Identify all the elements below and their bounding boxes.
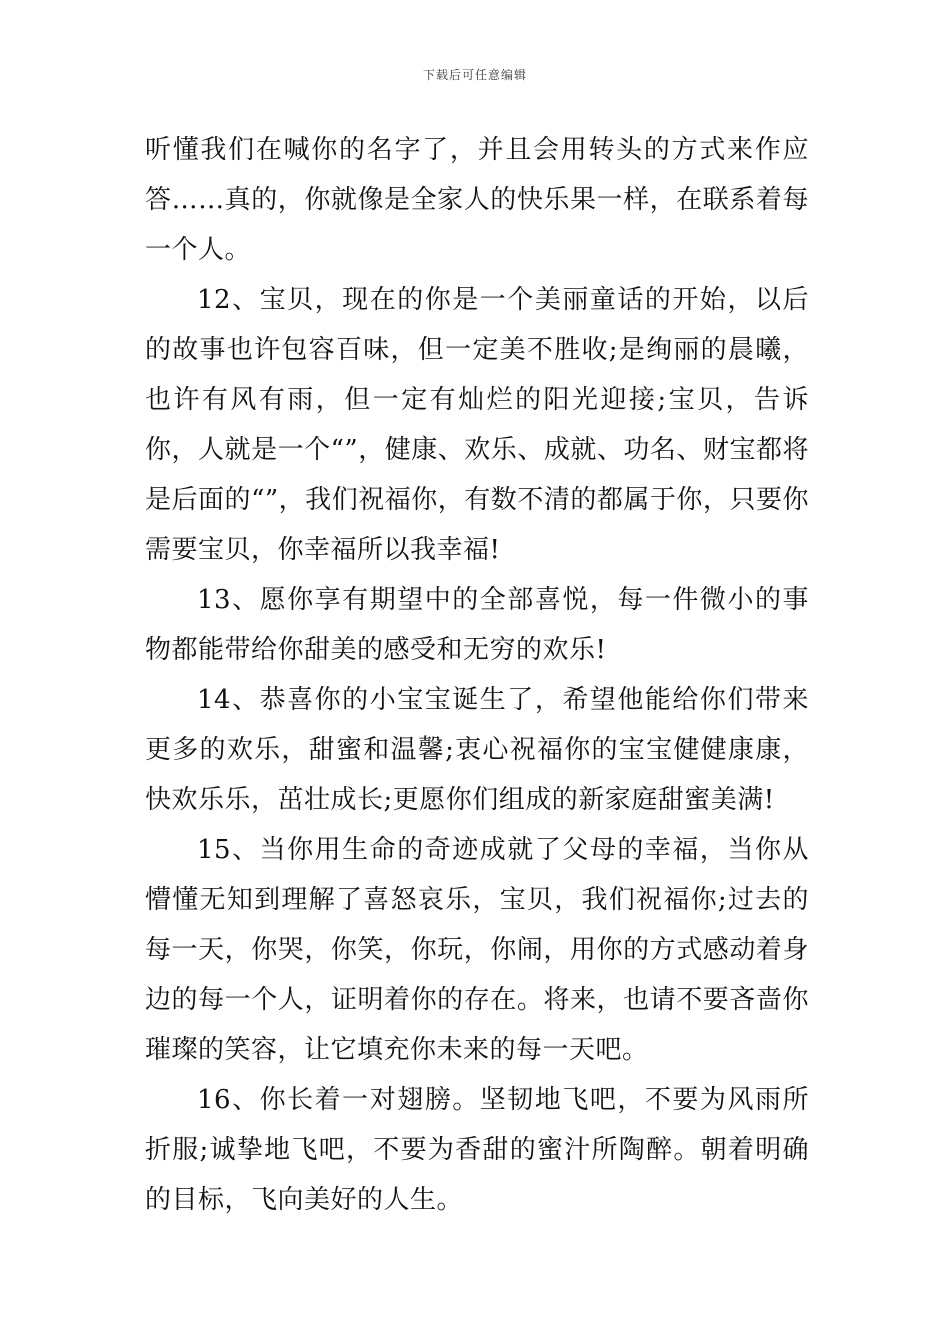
paragraph-11-continuation: 听懂我们在喊你的名字了，并且会用转头的方式来作应答……真的，你就像是全家人的快乐果一样，在联系着每一个人。 — [145, 135, 809, 265]
page-header: 下载后可任意编辑 — [422, 68, 527, 82]
document-body — [145, 125, 809, 1225]
paragraph-13: 13、愿你享有期望中的全部喜悦，每一件微小的事物都能带给你甜美的感受和无穷的欢乐! — [145, 585, 809, 665]
paragraph-12: 12、宝贝，现在的你是一个美丽童话的开始，以后的故事也许包容百味，但一定美不胜收;是绚丽的晨曦，也许有风有雨，但一定有灿烂的阳光迎接;宝贝，告诉你，人就是一个“”，健康、欢乐、成就、功名、财宝都将是后面的“”，我们祝福你，有数不清的都属于你，只要你需要宝贝，你幸福所以我幸福! — [145, 285, 809, 565]
paragraph-16: 16、你长着一对翅膀。坚韧地飞吧，不要为风雨所折服;诚挚地飞吧，不要为香甜的蜜汁所陶醉。朝着明确的目标，飞向美好的人生。 — [145, 1085, 809, 1215]
paragraph-15: 15、当你用生命的奇迹成就了父母的幸福，当你从懵懂无知到理解了喜怒哀乐，宝贝，我们祝福你;过去的每一天，你哭，你笑，你玩，你闹，用你的方式感动着身边的每一个人，证明着你的存在。将来，也请不要吝啬你璀璨的笑容，让它填充你未来的每一天吧。 — [145, 835, 809, 1065]
paragraph-14: 14、恭喜你的小宝宝诞生了，希望他能给你们带来更多的欢乐，甜蜜和温馨;衷心祝福你的宝宝健健康康，快欢乐乐，茁壮成长;更愿你们组成的新家庭甜蜜美满! — [145, 685, 809, 815]
